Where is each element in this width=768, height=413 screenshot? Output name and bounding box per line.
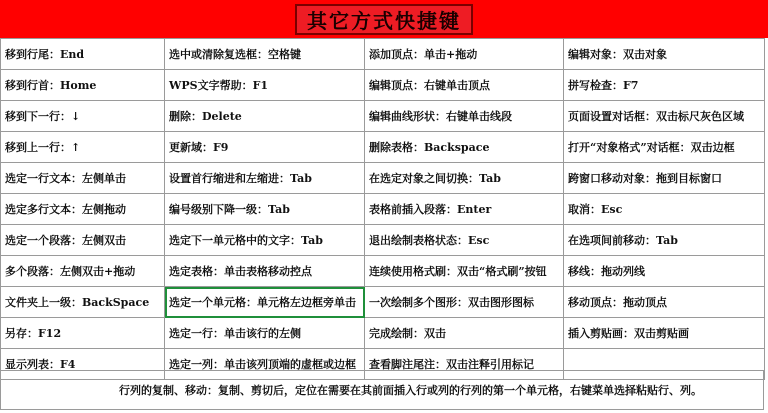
- shortcut-cell[interactable]: 移到行首：Home: [1, 70, 165, 101]
- shortcut-cell[interactable]: 编辑对象：双击对象: [564, 39, 765, 70]
- shortcut-cell[interactable]: 取消：Esc: [564, 194, 765, 225]
- page-title: 其它方式快捷键: [307, 8, 461, 33]
- shortcut-cell[interactable]: 选定下一单元格中的文字：Tab: [165, 225, 365, 256]
- table-row: [1, 256, 765, 287]
- table-row: [1, 163, 765, 194]
- table-row: [1, 132, 765, 163]
- shortcut-cell[interactable]: 移到下一行：↓: [1, 101, 165, 132]
- shortcut-cell[interactable]: 选定表格：单击表格移动控点: [165, 256, 365, 287]
- shortcut-cell[interactable]: 插入剪贴画：双击剪贴画: [564, 318, 765, 349]
- title-box: [295, 4, 473, 35]
- shortcut-cell[interactable]: 打开“对象格式”对话框：双击边框: [564, 132, 765, 163]
- shortcut-cell[interactable]: 查看脚注尾注：双击注释引用标记: [365, 349, 564, 380]
- shortcut-cell[interactable]: 文件夹上一级：BackSpace: [1, 287, 165, 318]
- shortcut-cell[interactable]: 移到行尾：End: [1, 39, 165, 70]
- shortcut-cell[interactable]: 编辑顶点：右键单击顶点: [365, 70, 564, 101]
- shortcut-cell[interactable]: 设置首行缩进和左缩进：Tab: [165, 163, 365, 194]
- shortcut-cell[interactable]: 在选定对象之间切换：Tab: [365, 163, 564, 194]
- shortcut-cell[interactable]: 另存：F12: [1, 318, 165, 349]
- shortcut-cell[interactable]: 添加顶点：单击+拖动: [365, 39, 564, 70]
- shortcut-cell[interactable]: 页面设置对话框：双击标尺灰色区域: [564, 101, 765, 132]
- shortcut-cell[interactable]: 完成绘制：双击: [365, 318, 564, 349]
- shortcut-table: [0, 38, 765, 380]
- shortcut-cell[interactable]: 选定一个段落：左侧双击: [1, 225, 165, 256]
- shortcut-cell[interactable]: WPS文字帮助：F1: [165, 70, 365, 101]
- shortcut-cell[interactable]: 移动顶点：拖动顶点: [564, 287, 765, 318]
- table-row: [1, 287, 765, 318]
- shortcut-cell[interactable]: 拼写检查：F7: [564, 70, 765, 101]
- shortcut-cell[interactable]: 选定一行文本：左侧单击: [1, 163, 165, 194]
- footer-note: 行列的复制、移动：复制、剪切后，定位在需要在其前面插入行或列的行列的第一个单元格，右键菜单选择粘贴行、列。: [0, 370, 764, 410]
- shortcut-cell[interactable]: 选中或清除复选框：空格键: [165, 39, 365, 70]
- shortcut-cell[interactable]: 一次绘制多个图形：双击图形图标: [365, 287, 564, 318]
- shortcut-cell[interactable]: 删除：Delete: [165, 101, 365, 132]
- header-bar: [0, 0, 768, 38]
- table-row: [1, 194, 765, 225]
- table-row: [1, 70, 765, 101]
- shortcut-cell[interactable]: 选定多行文本：左侧拖动: [1, 194, 165, 225]
- table-row: [1, 318, 765, 349]
- table-row: [1, 225, 765, 256]
- shortcut-cell[interactable]: 在选项间前移动：Tab: [564, 225, 765, 256]
- shortcut-cell[interactable]: 编辑曲线形状：右键单击线段: [365, 101, 564, 132]
- shortcut-cell[interactable]: 表格前插入段落：Enter: [365, 194, 564, 225]
- shortcut-cell[interactable]: 退出绘制表格状态：Esc: [365, 225, 564, 256]
- shortcut-cell[interactable]: 显示列表：F4: [1, 349, 165, 380]
- shortcut-cell[interactable]: 选定一个单元格：单元格左边框旁单击: [165, 287, 365, 318]
- shortcut-cell[interactable]: 选定一列：单击该列顶端的虚框或边框: [165, 349, 365, 380]
- table-row: [1, 101, 765, 132]
- shortcut-cell[interactable]: 多个段落：左侧双击+拖动: [1, 256, 165, 287]
- table-row: [1, 39, 765, 70]
- shortcut-cell[interactable]: 删除表格：Backspace: [365, 132, 564, 163]
- shortcut-cell[interactable]: 跨窗口移动对象：拖到目标窗口: [564, 163, 765, 194]
- shortcut-cell[interactable]: 选定一行：单击该行的左侧: [165, 318, 365, 349]
- shortcut-cell[interactable]: 移到上一行：↑: [1, 132, 165, 163]
- shortcut-cell[interactable]: 编号级别下降一级：Tab: [165, 194, 365, 225]
- shortcut-cell[interactable]: 连续使用格式刷：双击“格式刷”按钮: [365, 256, 564, 287]
- shortcut-cell[interactable]: 更新域：F9: [165, 132, 365, 163]
- shortcut-cell[interactable]: 移线：拖动列线: [564, 256, 765, 287]
